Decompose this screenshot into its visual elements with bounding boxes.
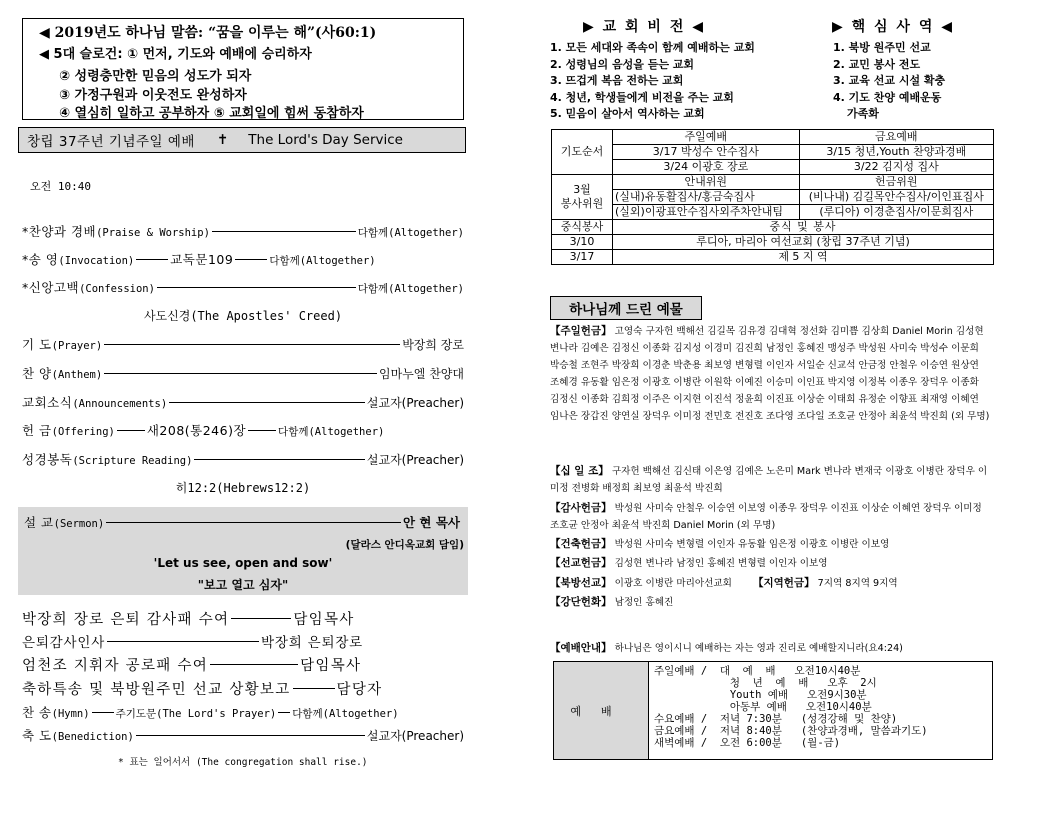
after-item-2: 은퇴감사인사 박장희 은퇴장로: [22, 635, 364, 651]
order-anthem: 찬 양 (Anthem) 임마누엘 찬양대: [22, 366, 464, 381]
header-friday: 금요예배: [799, 130, 993, 145]
vision-item: 2. 성령님의 음성을 듣는 교회: [550, 57, 695, 71]
leader-line: [136, 259, 168, 260]
slogan-1: ◀ 5대 슬로건: ① 먼저, 기도와 예배에 승리하자: [39, 47, 312, 62]
standing-note: * 표는 일어서서 (The congregation shall rise.): [118, 757, 368, 768]
leader-line: [212, 231, 356, 232]
serve-text: 루디아, 마리아 여선교회 (창립 37주년 기념): [613, 235, 994, 250]
worship-line: 아동부 예배 오전10시40분: [654, 701, 872, 713]
creed-name: 사도신경(The Apostles' Creed): [143, 309, 343, 323]
core-item: 1. 북방 원주민 선교: [833, 41, 931, 54]
slogan-3: ③ 가정구원과 이웃전도 완성하자: [59, 88, 247, 103]
prayer-sunday-2: 3/24 이광호 장로: [613, 160, 800, 175]
scripture-reference: 히12:2(Hebrews12:2): [175, 481, 311, 495]
leader-line: [157, 287, 356, 288]
prayer-sunday-1: 3/17 박성수 안수집사: [613, 145, 800, 160]
leader-line: [210, 664, 298, 665]
leader-line: [194, 459, 364, 460]
slogan-4-5: ④ 열심히 일하고 공부하자 ⑤ 교회일에 힘써 동참하자: [59, 106, 364, 121]
slogan-2: ② 성령충만한 믿음의 성도가 되자: [59, 69, 252, 84]
order-confession: *신앙고백 (Confession) 다함께(Altogether): [22, 280, 464, 295]
order-scripture: 성경봉독 (Scripture Reading) 설교자(Preacher): [22, 452, 464, 467]
order-hymn: 찬 송 (Hymn) 주기도문(The Lord's Prayer) 다함께(Altogether): [22, 705, 399, 720]
prayer-friday-2: 3/22 김지성 집사: [799, 160, 993, 175]
core-list: [833, 40, 945, 123]
order-benediction: 축 도 (Benediction) 설교자(Preacher): [22, 728, 464, 743]
core-item: 3. 교육 선교 시설 확충: [833, 74, 946, 87]
cross-icon: ✝: [216, 132, 229, 148]
guide-2: (실외)이광표안수집사외주차안내팀: [613, 205, 800, 220]
sermon-title-en: 'Let us see, open and sow': [153, 556, 333, 570]
offer-2: (루디아) 이경춘집사/이문희집사: [799, 205, 993, 220]
service-title: 창립 37주년 기념주일 예배: [27, 134, 195, 150]
offering-north: 【북방선교】 이광호 이병란 마리아선교회 【지역헌금】 7지역 8지역 9지역: [550, 577, 898, 589]
leader-line: [92, 712, 114, 713]
offer-1: (비나내) 김길목안수집사/이인표집사: [799, 190, 993, 205]
leader-line: [293, 688, 335, 689]
sermon-box: [18, 507, 468, 595]
core-item: 2. 교민 봉사 전도: [833, 57, 921, 71]
leader-line: [107, 641, 259, 642]
order-praise: *찬양과 경배 (Praise & Worship) 다함께(Altogether): [22, 224, 464, 239]
month-label: 3월 봉사위원: [552, 175, 613, 220]
serve-label: 중식봉사: [552, 220, 613, 235]
leader-line: [117, 430, 145, 431]
order-invocation: *송 영 (Invocation) 교독문109 다함께(Altogether): [22, 252, 376, 267]
worship-line: 주일예배 / 대 예 배 오전10시40분: [654, 665, 861, 677]
leader-line: [136, 735, 365, 736]
order-announcements: 교회소식 (Announcements) 설교자(Preacher): [22, 395, 464, 410]
after-item-4: 축하특송 및 북방원주민 선교 상황보고 담당자: [22, 682, 383, 698]
service-time: 오전 10:40: [30, 180, 91, 193]
order-sermon: 설 교 (Sermon) 안 현 목사: [24, 515, 460, 530]
serve-date: 3/17: [552, 250, 613, 265]
offering-building: 【건축헌금】 박성원 사미숙 변형렬 이인자 유동활 임은정 이광호 이병란 이보영: [550, 538, 890, 550]
preacher-church: (달라스 안디옥교회 담임): [345, 539, 464, 551]
leader-line: [235, 259, 267, 260]
worship-schedule-box: [553, 661, 993, 760]
duty-table: [551, 129, 994, 265]
leader-line: [104, 373, 377, 374]
core-item: 4. 기도 찬양 예배운동: [833, 90, 942, 104]
offering-sunday: 【주일헌금】 고영숙 구자헌 백해선 김길목 김유경 김대혁 정선화 김미쁨 김상희 Daniel Morin 김성현 변나라 김예은 김정신 이종화 김지성 이경미 김진희 남정인 홍혜진 맹성주 박성원 사미숙 박성수 이문희 박승철 조현주 박장희 이경춘 박춘용 최보영 변형렬 이인자 서일순 신교석 안금정 안철우 이승연 원상연 조혜경 유동활 임은정 이광호 이병란 이원학 이예진 이승미 이인표 박지영 이정복 이종우 장덕우 이종화 김정신 이종화 김희정 이주은 이지현 이진석 정윤희 이진표 이상순 이태희 유정순 이향표 최재영 이혜연 임나은 장갑진 양연실 장덕우 이미정 전민호 전진호 조다영 조다일 조호균 안정아 최윤석 박진희 (외 무명): [550, 325, 990, 422]
serve-title: 중식 및 봉사: [613, 220, 994, 235]
after-item-1: 박장희 장로 은퇴 감사패 수여 담임목사: [22, 612, 355, 628]
header-offer: 헌금위원: [799, 175, 993, 190]
vision-list: [550, 40, 755, 123]
sermon-title-ko: "보고 열고 심자": [197, 578, 289, 592]
worship-label: 예배: [554, 662, 649, 759]
order-prayer: 기 도 (Prayer) 박장희 장로: [22, 337, 464, 352]
service-title-en: The Lord's Day Service: [248, 132, 403, 148]
service-title-bar: [18, 127, 466, 153]
serve-date: 3/10: [552, 235, 613, 250]
leader-line: [106, 522, 401, 523]
offering-tithe: 【십 일 조】 구자헌 백해선 김신태 이은영 김예은 노은미 Mark 변나라 변재국 이광호 이병란 장덕우 이미정 전병화 배정희 최보영 최윤석 박진희: [550, 465, 988, 494]
vision-title: ▶ 교 회 비 전 ◀: [583, 19, 705, 35]
after-item-3: 엄천조 지휘자 공로패 수여 담임목사: [22, 658, 362, 674]
leader-line: [169, 402, 365, 403]
offering-thanks: 【감사헌금】 박성원 사미숙 안철우 이승연 이보영 이종우 장덕우 이진표 이상순 이혜연 장덕우 이미정 조호균 안정아 최윤석 박진희 Daniel Morin (외 무명): [550, 502, 982, 531]
leader-line: [231, 618, 291, 619]
vision-item: 1. 모든 세대와 족속이 함께 예배하는 교회: [550, 41, 755, 54]
worship-line: Youth 예배 오전9시30분: [654, 689, 867, 701]
worship-line: 금요예배 / 저녁 8:40분 (찬양과경배, 말씀과기도): [654, 725, 928, 737]
offering-altar: 【강단헌화】 남정인 홍혜진: [550, 596, 674, 608]
vision-item: 3. 뜨겁게 복음 전하는 교회: [550, 74, 684, 87]
worship-notice: 【예배안내】 하나님은 영이시니 예배하는 자는 영과 진리로 예배할지니라(요4:24): [550, 642, 903, 654]
worship-line: 새벽예배 / 오전 6:00분 (월-금): [654, 737, 841, 749]
header-sunday: 주일예배: [613, 130, 800, 145]
offerings-title: 하나님께 드린 예물: [550, 296, 702, 320]
core-title: ▶ 핵 심 사 역 ◀: [832, 19, 954, 35]
leader-line: [248, 430, 276, 431]
vision-item: 4. 청년, 학생들에게 비전을 주는 교회: [550, 90, 734, 104]
prayer-label: 기도순서: [552, 130, 613, 175]
core-item: 가족화: [847, 107, 879, 120]
vision-item: 5. 믿음이 살아서 역사하는 교회: [550, 107, 705, 120]
motto-box: [22, 18, 464, 120]
order-offering: 헌 금 (Offering) 새208(통246)장 다함께(Altogether): [22, 423, 385, 438]
header-guide: 안내위원: [613, 175, 800, 190]
leader-line: [278, 712, 290, 713]
yearly-verse: ◀ 2019년도 하나님 말씀: “꿈을 이루는 해”(사60:1): [39, 25, 377, 41]
leader-line: [104, 344, 400, 345]
worship-line: 수요예배 / 저녁 7:30분 (성경강해 및 찬양): [654, 713, 898, 725]
guide-1: (실내)유동활집사/홍금숙집사: [613, 190, 800, 205]
offering-mission: 【선교헌금】 김성현 변나라 남정인 홍혜진 변형렬 이인자 이보영: [550, 557, 828, 569]
prayer-friday-1: 3/15 청년,Youth 찬양과경배: [799, 145, 993, 160]
serve-text: 제 5 지 역: [613, 250, 994, 265]
worship-line: 청 년 예 배 오후 2시: [654, 677, 877, 689]
